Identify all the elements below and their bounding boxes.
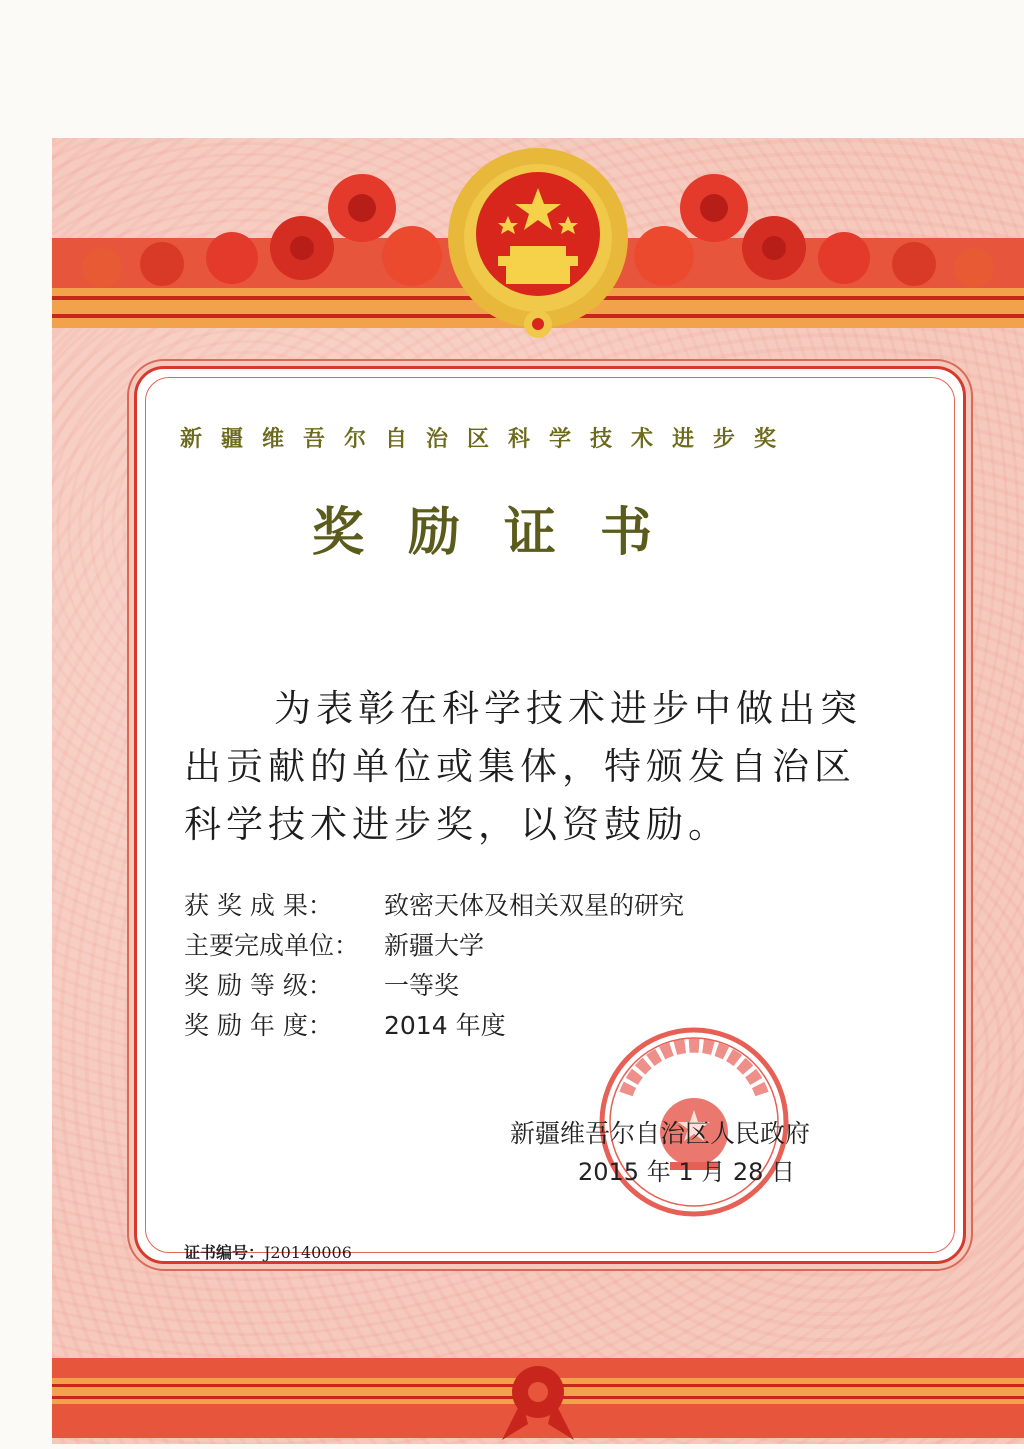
detail-row-unit [184, 926, 884, 966]
certificate-title: 奖励证书 [312, 502, 697, 563]
detail-label: 奖 励 年 度： [184, 1011, 333, 1040]
certificate [52, 138, 1024, 1444]
issue-date: 2015 年 1 月 28 日 [578, 1158, 796, 1186]
certificate-number-value: J20140006 [264, 1243, 352, 1262]
citation-text: 为表彰在科学技术进步中做出突出贡献的单位或集体，特颁发自治区科学技术进步奖，以资鼓励。 [184, 687, 862, 846]
issuer-name: 新疆维吾尔自治区人民政府 [510, 1119, 811, 1148]
detail-value: 2014 年度 [384, 1011, 506, 1040]
certificate-number [184, 1240, 352, 1263]
detail-label: 获 奖 成 果： [184, 891, 333, 920]
bottom-ornament-band [52, 1344, 1024, 1444]
detail-row-achievement [184, 886, 884, 926]
top-ornament-band [52, 138, 1024, 348]
detail-label: 主要完成单位： [184, 931, 360, 960]
detail-value: 一等奖 [384, 971, 460, 1000]
certificate-number-label: 证书编号： [184, 1243, 265, 1262]
award-name: 新疆维吾尔自治区科学技术进步奖 [180, 426, 796, 452]
detail-label: 奖 励 等 级： [184, 971, 333, 1000]
detail-row-level [184, 966, 884, 1006]
detail-value: 新疆大学 [384, 931, 485, 960]
award-details [184, 886, 884, 1046]
detail-value: 致密天体及相关双星的研究 [384, 891, 685, 920]
